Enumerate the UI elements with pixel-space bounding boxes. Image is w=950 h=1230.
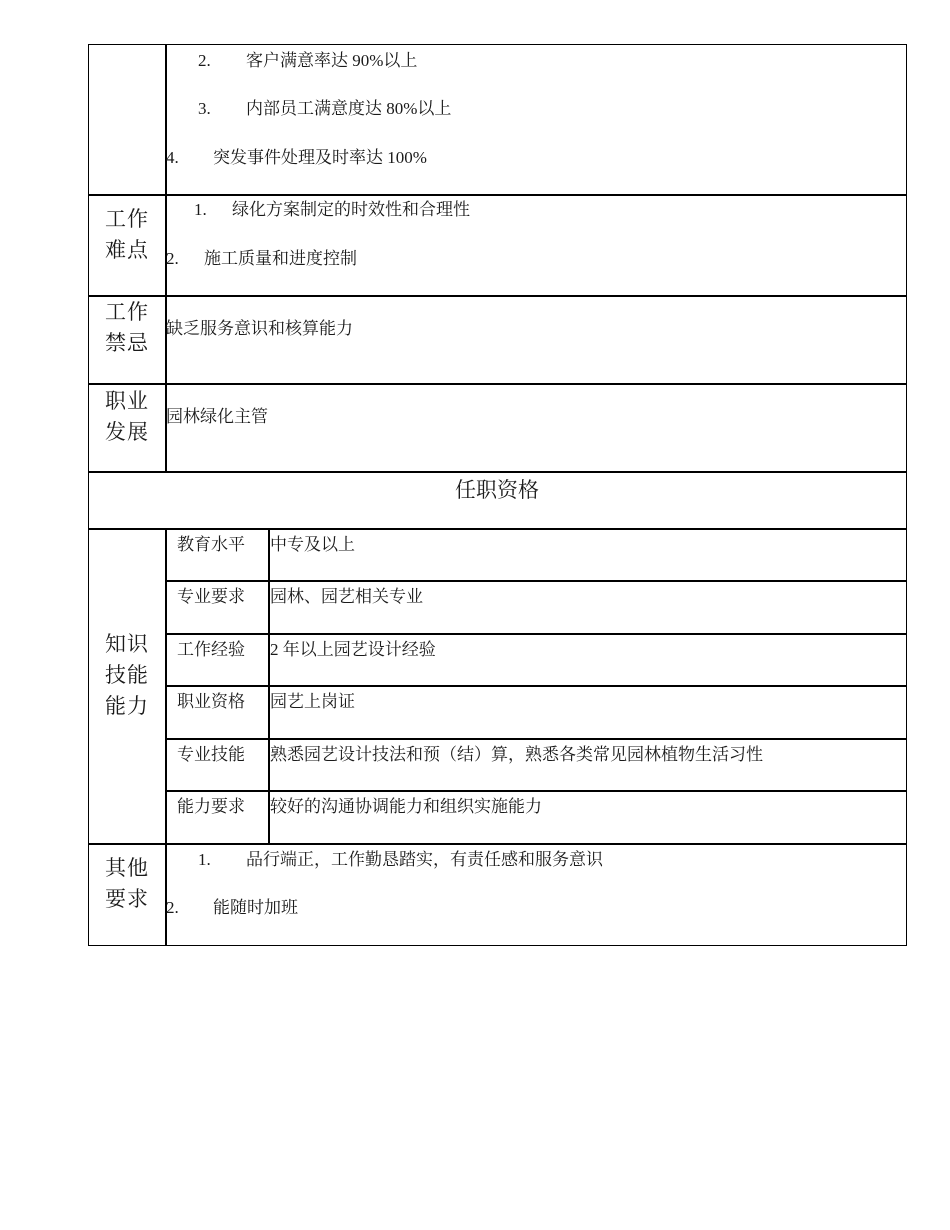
row-divider — [88, 528, 907, 530]
row-label-difficulty: 工作 难点 — [105, 207, 149, 262]
row-label-other: 其他 要求 — [105, 856, 149, 911]
list-number: 2. — [166, 249, 179, 268]
field-label: 工作经验 — [177, 640, 245, 659]
section-title: 任职资格 — [455, 478, 539, 502]
list-item-text: 突发事件处理及时率达 100% — [213, 148, 427, 167]
row-divider — [88, 471, 907, 473]
row-divider — [88, 194, 907, 196]
sub-row-divider — [166, 633, 907, 635]
career-text: 园林绿化主管 — [166, 407, 268, 426]
field-value: 中专及以上 — [270, 535, 355, 554]
field-value: 2 年以上园艺设计经验 — [270, 640, 436, 659]
field-value: 较好的沟通协调能力和组织实施能力 — [270, 797, 542, 816]
list-number: 1. — [194, 200, 207, 219]
field-value: 园艺上岗证 — [270, 692, 355, 711]
field-value: 园林、园艺相关专业 — [270, 587, 423, 606]
field-label: 专业要求 — [177, 587, 245, 606]
list-item-text: 能随时加班 — [213, 898, 298, 917]
field-value: 熟悉园艺设计技法和预（结）算，熟悉各类常见园林植物生活习性 — [270, 745, 763, 764]
taboo-text: 缺乏服务意识和核算能力 — [166, 319, 353, 338]
field-label: 职业资格 — [177, 692, 245, 711]
row-label-taboo: 工作 禁忌 — [105, 300, 149, 355]
row-label-knowledge: 知识 技能 能力 — [105, 632, 149, 718]
sub-row-divider — [166, 790, 907, 792]
list-number: 4. — [166, 148, 179, 167]
field-label: 专业技能 — [177, 745, 245, 764]
list-item-text: 内部员工满意度达 80%以上 — [246, 99, 452, 118]
list-number: 3. — [198, 99, 211, 118]
sub-row-divider — [166, 580, 907, 582]
list-number: 2. — [198, 51, 211, 70]
list-item-text: 品行端正，工作勤恳踏实，有责任感和服务意识 — [246, 850, 603, 869]
list-item-text: 绿化方案制定的时效性和合理性 — [232, 200, 470, 219]
list-number: 1. — [198, 850, 211, 869]
sub-row-divider — [166, 685, 907, 687]
row-divider — [88, 843, 907, 845]
row-label-career: 职业 发展 — [105, 389, 149, 444]
sub-row-divider — [166, 738, 907, 740]
field-label: 教育水平 — [177, 535, 245, 554]
list-number: 2. — [166, 898, 179, 917]
list-item-text: 客户满意率达 90%以上 — [246, 51, 418, 70]
row-divider — [88, 383, 907, 385]
list-item-text: 施工质量和进度控制 — [204, 249, 357, 268]
field-label: 能力要求 — [177, 797, 245, 816]
row-divider — [88, 295, 907, 297]
